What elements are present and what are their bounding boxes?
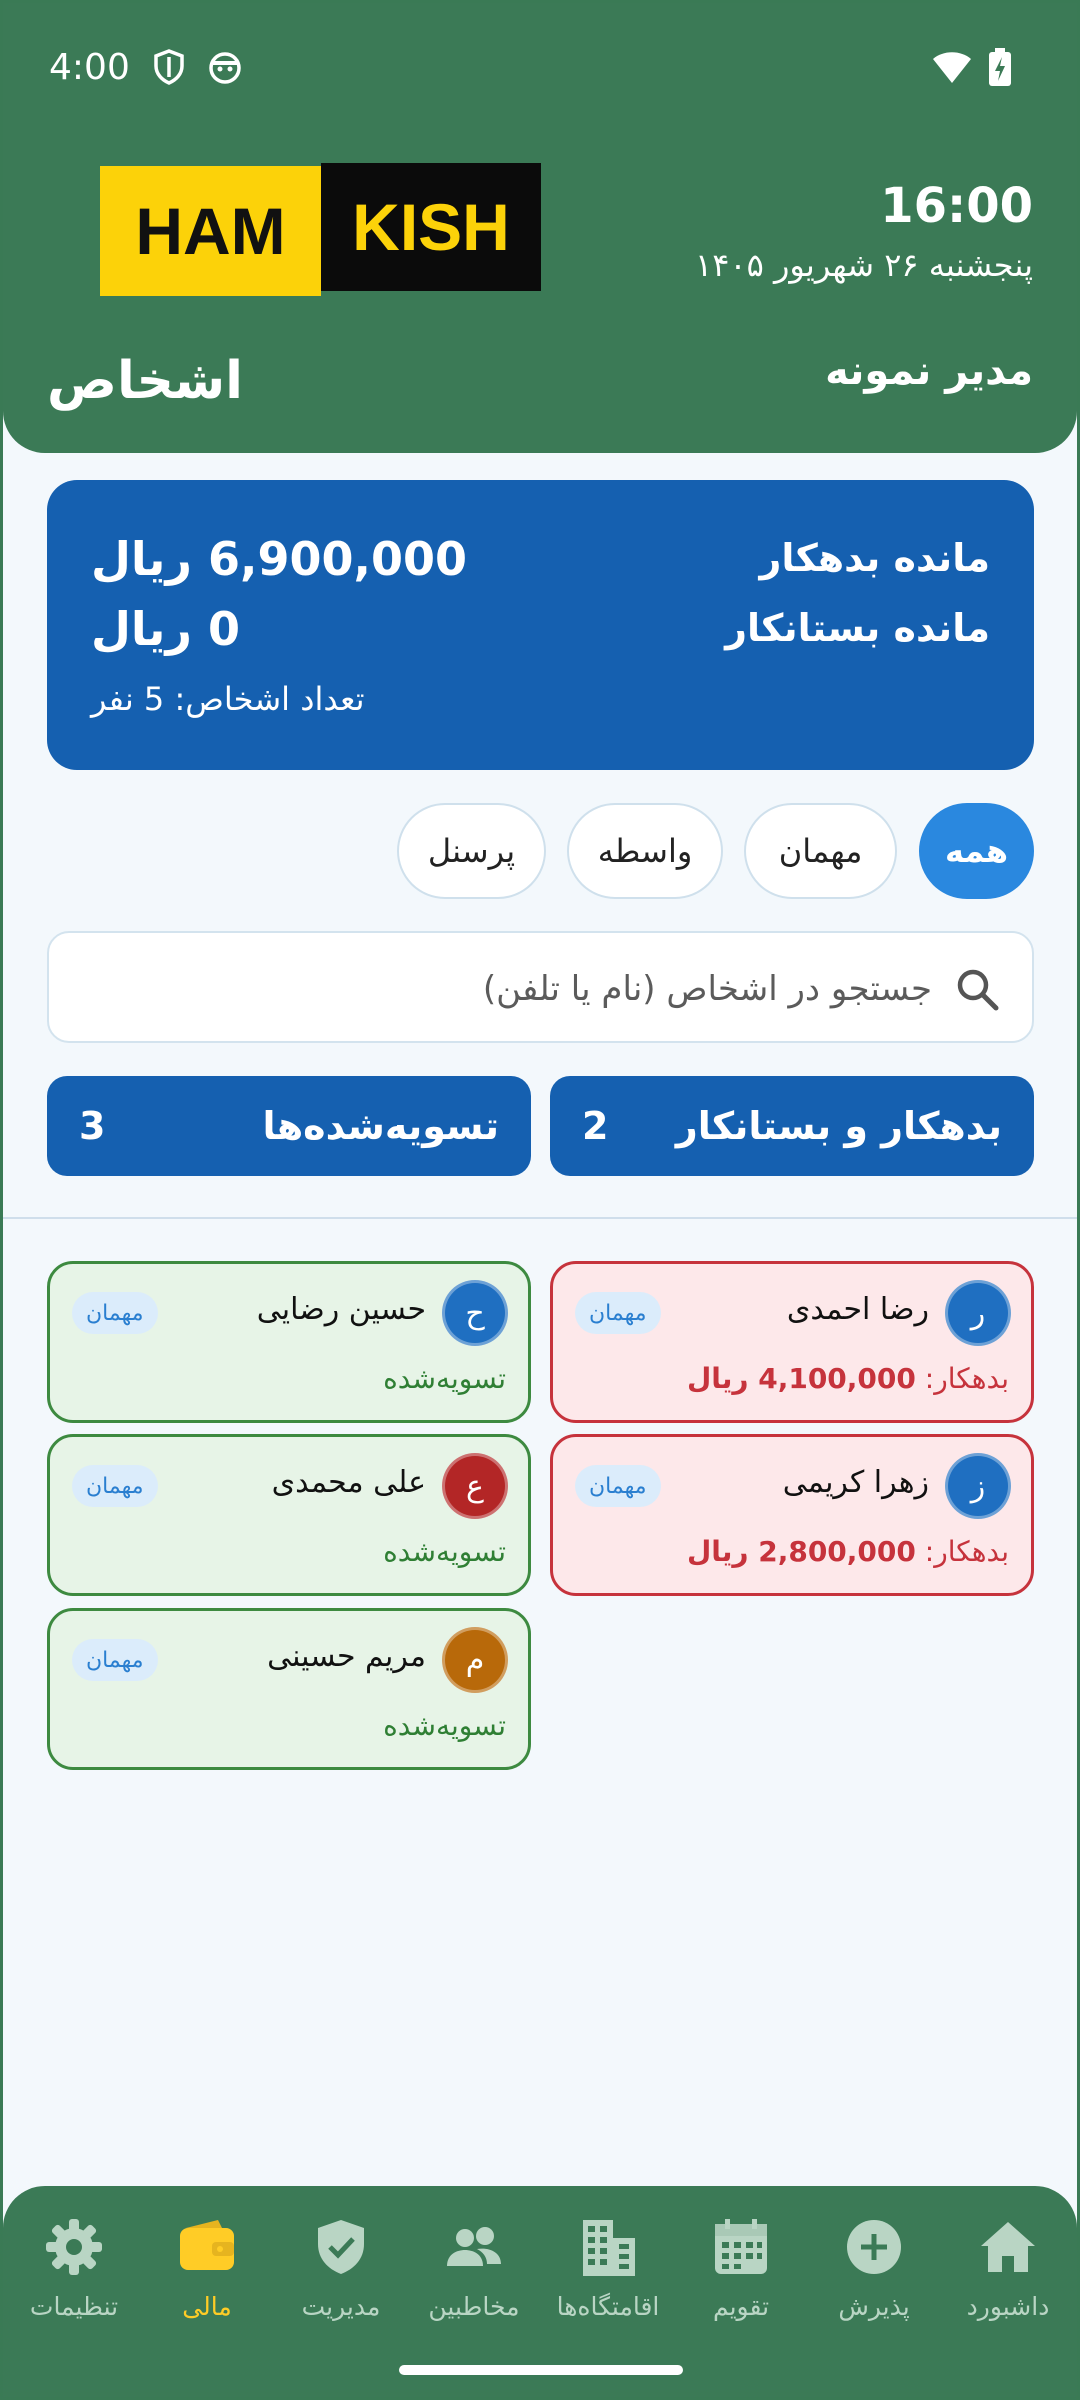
person-status: تسویه‌شده — [383, 1362, 506, 1395]
person-balance — [687, 1362, 1009, 1395]
type-badge: مهمان — [72, 1465, 158, 1507]
avatar: ح — [442, 1280, 508, 1346]
filter-chip-guest[interactable]: مهمان — [744, 803, 897, 899]
nav-item-settings[interactable] — [7, 2216, 141, 2336]
filter-chip-staff[interactable]: پرسنل — [397, 803, 546, 899]
building-icon — [577, 2216, 639, 2278]
search-input[interactable] — [112, 955, 932, 1023]
calendar-icon — [710, 2216, 772, 2278]
avatar: ر — [945, 1280, 1011, 1346]
person-name: رضا احمدی — [786, 1292, 929, 1327]
page-title: اشخاص — [47, 351, 243, 411]
gear-icon — [43, 2216, 105, 2278]
shield-status-icon — [149, 47, 189, 87]
nav-item-management[interactable] — [274, 2216, 408, 2336]
nav-item-contacts[interactable] — [407, 2216, 541, 2336]
shield-check-icon — [310, 2216, 372, 2278]
app-screen — [3, 3, 1077, 2397]
wifi-icon — [931, 47, 973, 87]
nav-label: مخاطبین — [428, 2292, 520, 2321]
search-icon — [954, 966, 1000, 1012]
nav-item-admission[interactable] — [807, 2216, 941, 2336]
nav-item-calendar[interactable] — [674, 2216, 808, 2336]
nav-item-accommodations[interactable] — [541, 2216, 675, 2336]
balance-summary-card — [47, 480, 1034, 770]
hamkish-logo — [100, 163, 541, 301]
person-card[interactable] — [47, 1261, 531, 1423]
filter-chip-all[interactable]: همه — [919, 803, 1034, 899]
group-count: 2 — [582, 1104, 609, 1148]
logo-kish-text: KISH — [321, 163, 541, 291]
app-header — [3, 3, 1077, 453]
android-status-icon — [205, 47, 245, 87]
nav-label: اقامتگاه‌ها — [556, 2292, 660, 2321]
status-bar-time: 4:00 — [49, 47, 130, 88]
type-badge: مهمان — [72, 1639, 158, 1681]
nav-label: تنظیمات — [29, 2292, 119, 2321]
type-badge: مهمان — [575, 1292, 661, 1334]
debt-credit-group-button[interactable] — [550, 1076, 1034, 1176]
people-icon — [443, 2216, 505, 2278]
avatar: ع — [442, 1453, 508, 1519]
balance-prefix: بدهکار: — [924, 1535, 1009, 1568]
battery-charging-icon — [987, 47, 1013, 87]
debtor-balance-value: 6,900,000 ریال — [91, 532, 467, 586]
nav-label: مالی — [182, 2292, 232, 2321]
person-status: تسویه‌شده — [383, 1535, 506, 1568]
nav-label: تقویم — [712, 2292, 770, 2321]
home-icon — [977, 2216, 1039, 2278]
settled-group-button[interactable] — [47, 1076, 531, 1176]
person-status: تسویه‌شده — [383, 1709, 506, 1742]
nav-item-dashboard[interactable] — [941, 2216, 1075, 2336]
balance-amount: 2,800,000 ریال — [687, 1535, 916, 1568]
person-card[interactable] — [550, 1261, 1034, 1423]
person-card[interactable] — [47, 1608, 531, 1770]
header-clock: 16:00 — [880, 178, 1033, 234]
group-count: 3 — [79, 1104, 106, 1148]
balance-prefix: بدهکار: — [924, 1362, 1009, 1395]
person-name: حسین رضایی — [256, 1292, 426, 1327]
home-indicator[interactable] — [399, 2365, 683, 2375]
nav-label: مدیریت — [301, 2292, 381, 2321]
type-badge: مهمان — [575, 1465, 661, 1507]
nav-label: پذیرش — [838, 2292, 910, 2321]
debtor-balance-label: مانده بدهکار — [759, 536, 990, 580]
person-card[interactable] — [550, 1434, 1034, 1596]
search-box — [47, 931, 1034, 1043]
creditor-balance-label: مانده بستانکار — [725, 606, 990, 650]
person-name: زهرا کریمی — [782, 1465, 929, 1500]
avatar: م — [442, 1627, 508, 1693]
person-name: مریم حسینی — [267, 1639, 426, 1674]
people-count: تعداد اشخاص: 5 نفر — [91, 680, 365, 718]
section-divider — [3, 1217, 1077, 1219]
person-balance — [687, 1535, 1009, 1568]
person-name: علی محمدی — [271, 1465, 426, 1500]
group-label: بدهکار و بستانکار — [675, 1104, 1002, 1148]
balance-amount: 4,100,000 ریال — [687, 1362, 916, 1395]
add-circle-icon — [843, 2216, 905, 2278]
logo-ham-text: HAM — [100, 166, 321, 296]
filter-chip-broker[interactable]: واسطه — [567, 803, 723, 899]
nav-label: داشبورد — [966, 2292, 1050, 2321]
avatar: ز — [945, 1453, 1011, 1519]
creditor-balance-value: 0 ریال — [91, 602, 240, 656]
type-badge: مهمان — [72, 1292, 158, 1334]
nav-item-finance[interactable] — [140, 2216, 274, 2336]
user-name[interactable]: مدیر نمونه — [825, 348, 1033, 394]
group-label: تسویه‌شده‌ها — [262, 1104, 499, 1148]
wallet-icon — [176, 2216, 238, 2278]
header-date: پنجشنبه ۲۶ شهریور ۱۴۰۵ — [695, 246, 1033, 284]
person-card[interactable] — [47, 1434, 531, 1596]
